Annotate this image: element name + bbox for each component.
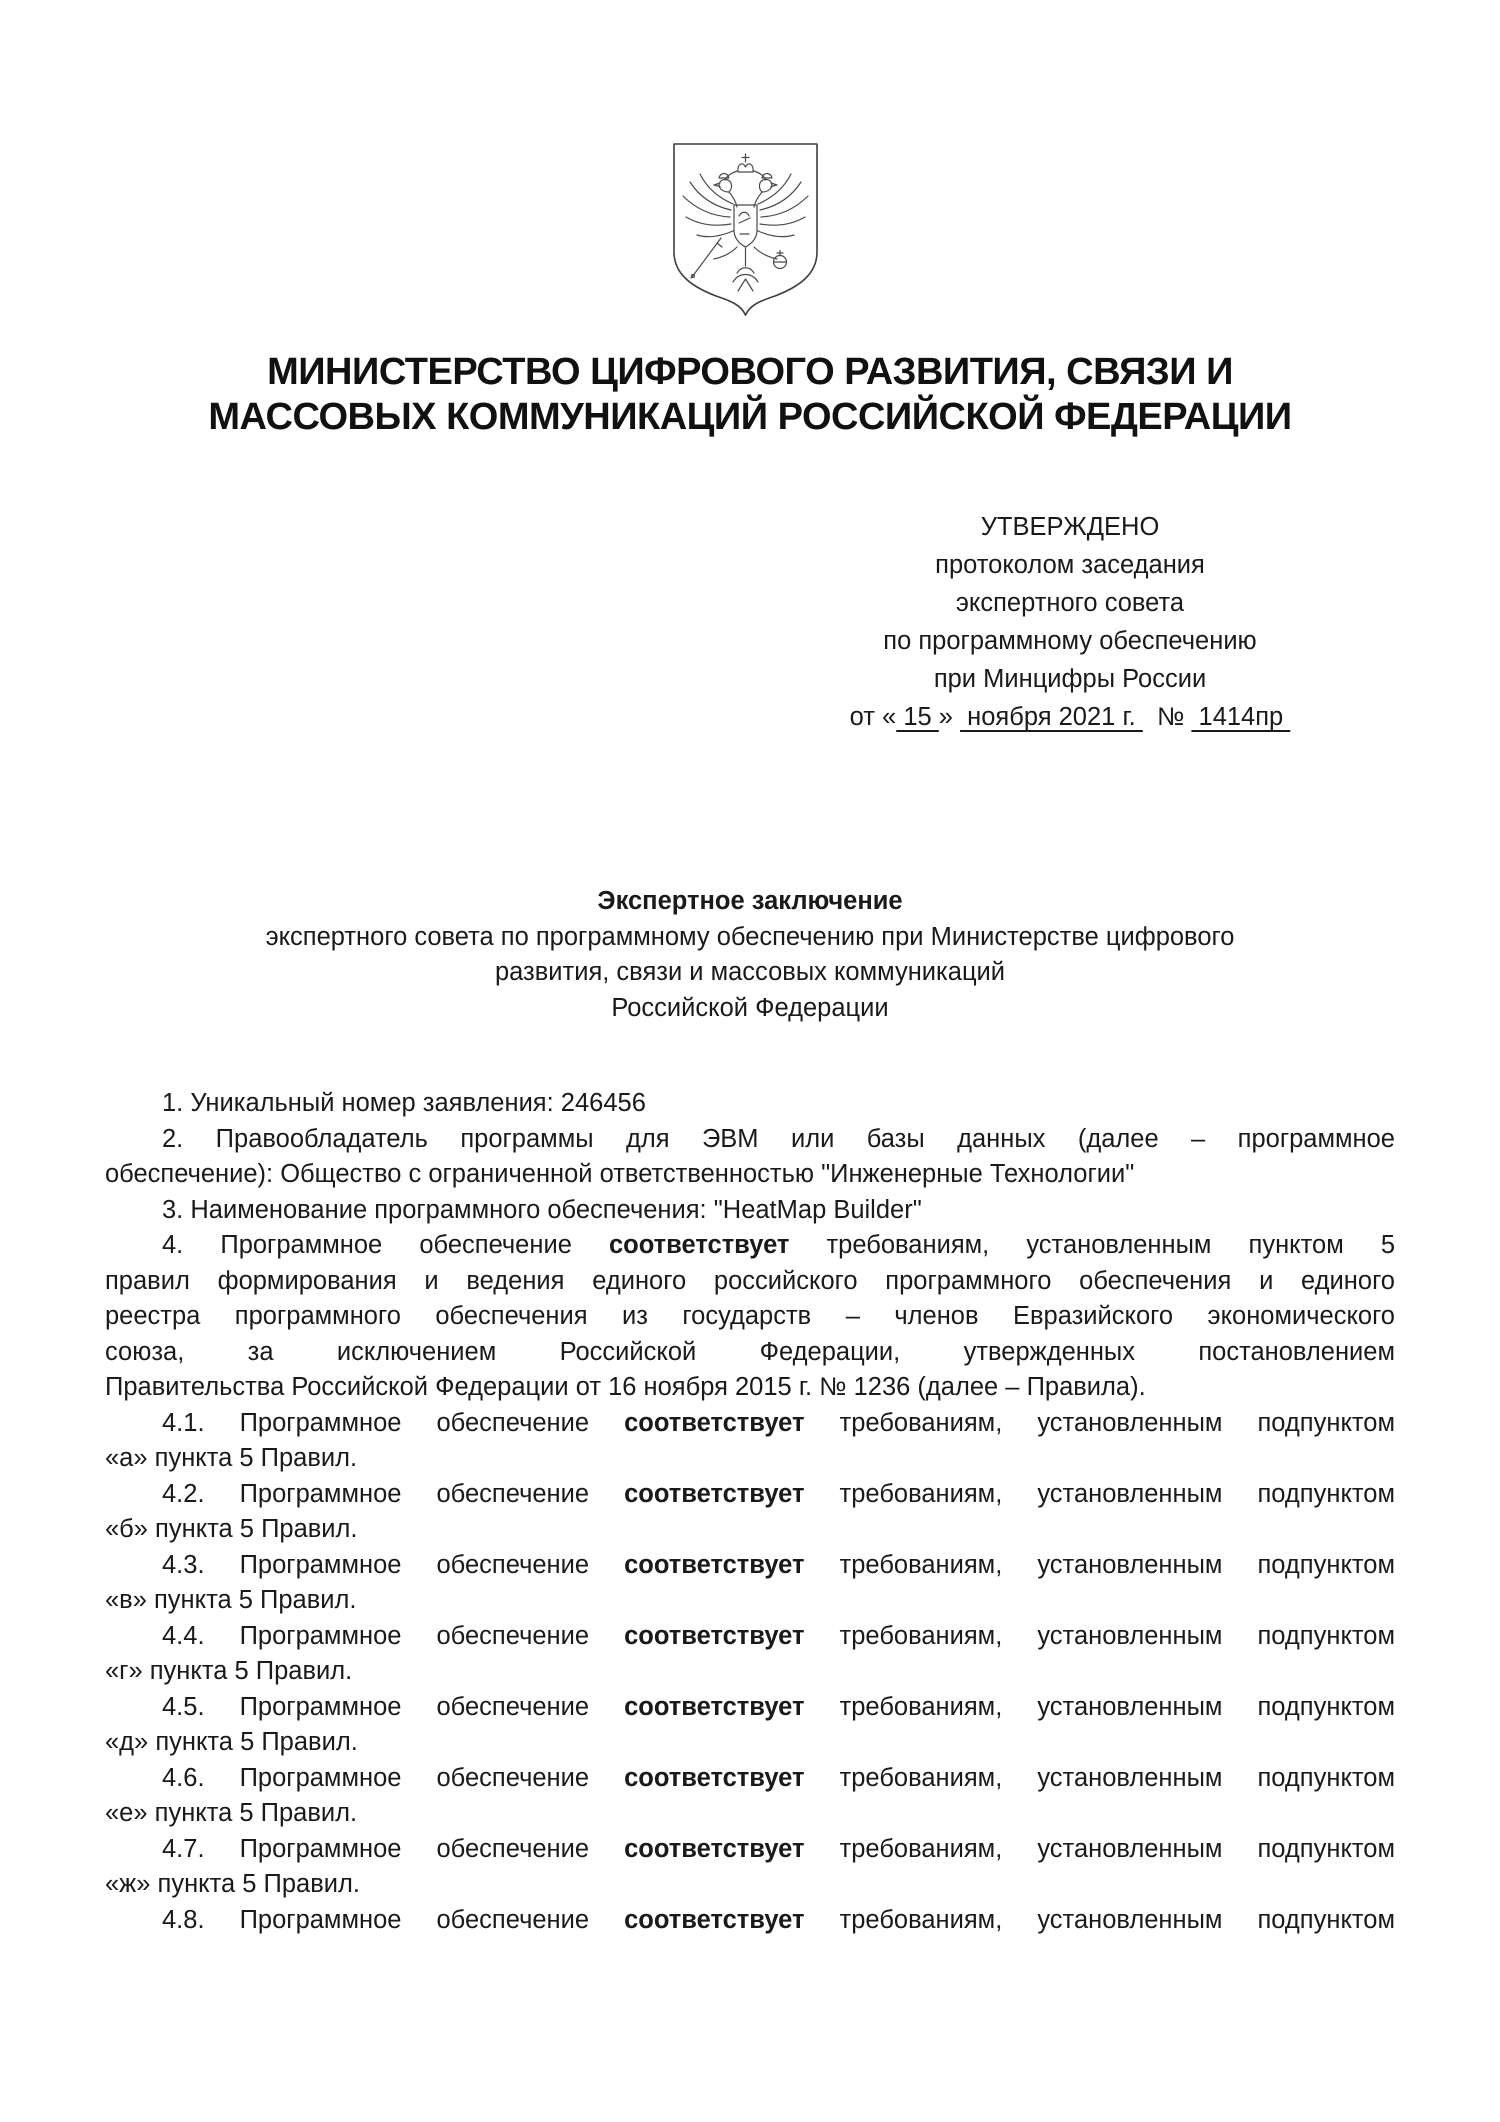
- approval-stamp: [820, 508, 1320, 736]
- text-line: [105, 1725, 1395, 1761]
- text-line: [105, 1796, 1395, 1832]
- body-paragraph: [105, 1761, 1395, 1832]
- text-segment: «е» пункта 5 Правил.: [105, 1799, 358, 1827]
- text-line: [105, 1370, 1395, 1406]
- text-line: [105, 1086, 1395, 1122]
- coat-of-arms: [667, 140, 824, 318]
- text-segment: 4.2. Программное обеспечение: [162, 1479, 625, 1508]
- text-segment: »: [938, 703, 961, 731]
- underlined-text: ноября 2021 г.: [960, 703, 1143, 731]
- body-paragraph: [105, 1228, 1395, 1406]
- text-line: [105, 1548, 1395, 1584]
- text-segment: обеспечение): Общество с ограниченной ответственностью "Инженерные Технологии": [105, 1160, 1135, 1188]
- body-paragraph: [105, 1903, 1395, 1939]
- bold-text: соответствует: [624, 1763, 805, 1792]
- shield-outline: [674, 144, 817, 315]
- text-line: [105, 1867, 1395, 1903]
- text-line: [820, 508, 1320, 546]
- ministry-name-line1: МИНИСТЕРСТВО ЦИФРОВОГО РАЗВИТИЯ, СВЯЗИ И: [267, 351, 1233, 393]
- bold-text: соответствует: [624, 1621, 805, 1650]
- bold-text: соответствует: [624, 1408, 805, 1437]
- text-segment: требованиям, установленным подпунктом: [804, 1834, 1395, 1863]
- russia-coat-of-arms-icon: [667, 140, 824, 318]
- ministry-name-line2: МАССОВЫХ КОММУНИКАЦИЙ РОССИЙСКОЙ ФЕДЕРАЦИИ: [208, 396, 1292, 438]
- text-segment: по программному обеспечению: [883, 627, 1257, 655]
- text-line: [105, 1619, 1395, 1655]
- body-paragraph: [105, 1406, 1395, 1477]
- text-segment: «б» пункта 5 Правил.: [105, 1515, 358, 1543]
- text-segment: 4.5. Программное обеспечение: [162, 1692, 625, 1721]
- text-segment: 4.3. Программное обеспечение: [162, 1550, 625, 1579]
- text-segment: №: [1142, 703, 1192, 731]
- text-line: [105, 1157, 1395, 1193]
- text-line: [820, 622, 1320, 660]
- text-line: [820, 546, 1320, 584]
- body-paragraph: [105, 1548, 1395, 1619]
- text-segment: 4. Программное обеспечение: [162, 1231, 609, 1259]
- text-segment: протоколом заседания: [935, 551, 1205, 579]
- bold-text: соответствует: [624, 1834, 805, 1863]
- text-segment: требованиям, установленным подпунктом: [804, 1550, 1395, 1579]
- text-segment: 3. Наименование программного обеспечения: "HeatMap Builder": [162, 1195, 922, 1224]
- text-line: [820, 584, 1320, 622]
- text-line: [820, 698, 1320, 736]
- ministry-name: [105, 350, 1395, 440]
- text-line: [105, 1477, 1395, 1513]
- document-body: [105, 1086, 1395, 1938]
- text-line: [105, 1406, 1395, 1442]
- text-segment: требованиям, установленным подпунктом: [804, 1763, 1395, 1792]
- text-line: [105, 1654, 1395, 1690]
- document-subtitle-line2: развития, связи и массовых коммуникаций: [494, 958, 1006, 986]
- text-line: [105, 1228, 1395, 1264]
- body-paragraph: [105, 1619, 1395, 1690]
- text-line: [105, 1761, 1395, 1797]
- text-line: [105, 1512, 1395, 1548]
- body-paragraph: [105, 1832, 1395, 1903]
- text-segment: 4.1. Программное обеспечение: [162, 1408, 625, 1437]
- text-segment: 4.6. Программное обеспечение: [162, 1763, 625, 1792]
- text-line: [105, 1264, 1395, 1300]
- text-segment: требованиям, установленным подпунктом: [804, 1408, 1395, 1437]
- text-segment: при Минцифры России: [933, 665, 1207, 693]
- text-segment: 2. Правообладатель программы для ЭВМ или базы данных (далее – программное: [162, 1124, 1395, 1153]
- text-segment: правил формирования и ведения единого российского программного обеспечения и единого: [105, 1266, 1395, 1295]
- document-subtitle-line1: экспертного совета по программному обеспечению при Министерстве цифрового: [265, 922, 1235, 951]
- text-segment: «ж» пункта 5 Правил.: [105, 1870, 360, 1898]
- text-segment: требованиям, установленным подпунктом: [804, 1905, 1395, 1934]
- text-segment: «г» пункта 5 Правил.: [105, 1657, 353, 1685]
- text-segment: 1. Уникальный номер заявления: 246456: [162, 1089, 646, 1117]
- underlined-text: 15: [896, 703, 939, 731]
- text-line: [105, 1193, 1395, 1229]
- body-paragraph: [105, 1086, 1395, 1122]
- document-title-block: [105, 884, 1395, 1026]
- text-line: [105, 1832, 1395, 1868]
- text-segment: от «: [849, 703, 897, 731]
- text-line: [105, 1903, 1395, 1939]
- text-segment: «в» пункта 5 Правил.: [105, 1586, 357, 1614]
- document-subtitle-line3: Российской Федерации: [611, 993, 889, 1022]
- text-segment: «д» пункта 5 Правил.: [105, 1728, 358, 1756]
- text-segment: союза, за исключением Российской Федерации, утвержденных постановлением: [105, 1337, 1395, 1366]
- text-line: [105, 1583, 1395, 1619]
- text-line: [105, 1441, 1395, 1477]
- text-segment: УТВЕРЖДЕНО: [980, 513, 1160, 541]
- text-line: [105, 1690, 1395, 1726]
- text-segment: требованиям, установленным пунктом 5: [789, 1231, 1395, 1259]
- body-paragraph: [105, 1690, 1395, 1761]
- text-line: [105, 1122, 1395, 1158]
- underlined-text: 1414пр: [1191, 703, 1291, 731]
- document-title: Экспертное заключение: [597, 887, 903, 915]
- text-segment: Правительства Российской Федерации от 16 ноября 2015 г. № 1236 (далее – Правила).: [105, 1373, 1146, 1401]
- text-segment: 4.8. Программное обеспечение: [162, 1905, 625, 1934]
- bold-text: соответствует: [624, 1479, 805, 1508]
- body-paragraph: [105, 1193, 1395, 1229]
- text-segment: экспертного совета: [955, 589, 1185, 617]
- text-segment: 4.7. Программное обеспечение: [162, 1834, 625, 1863]
- text-line: [105, 1299, 1395, 1335]
- text-segment: требованиям, установленным подпунктом: [804, 1692, 1395, 1721]
- text-line: [820, 660, 1320, 698]
- text-segment: «а» пункта 5 Правил.: [105, 1444, 358, 1472]
- body-paragraph: [105, 1122, 1395, 1193]
- text-segment: требованиям, установленным подпунктом: [804, 1479, 1395, 1508]
- text-segment: реестра программного обеспечения из государств – членов Евразийского экономического: [105, 1302, 1395, 1330]
- body-paragraph: [105, 1477, 1395, 1548]
- text-segment: требованиям, установленным подпунктом: [804, 1621, 1395, 1650]
- text-segment: 4.4. Программное обеспечение: [162, 1621, 625, 1650]
- bold-text: соответствует: [608, 1231, 790, 1259]
- bold-text: соответствует: [624, 1550, 805, 1579]
- bold-text: соответствует: [624, 1692, 805, 1721]
- text-line: [105, 1335, 1395, 1371]
- bold-text: соответствует: [624, 1905, 805, 1934]
